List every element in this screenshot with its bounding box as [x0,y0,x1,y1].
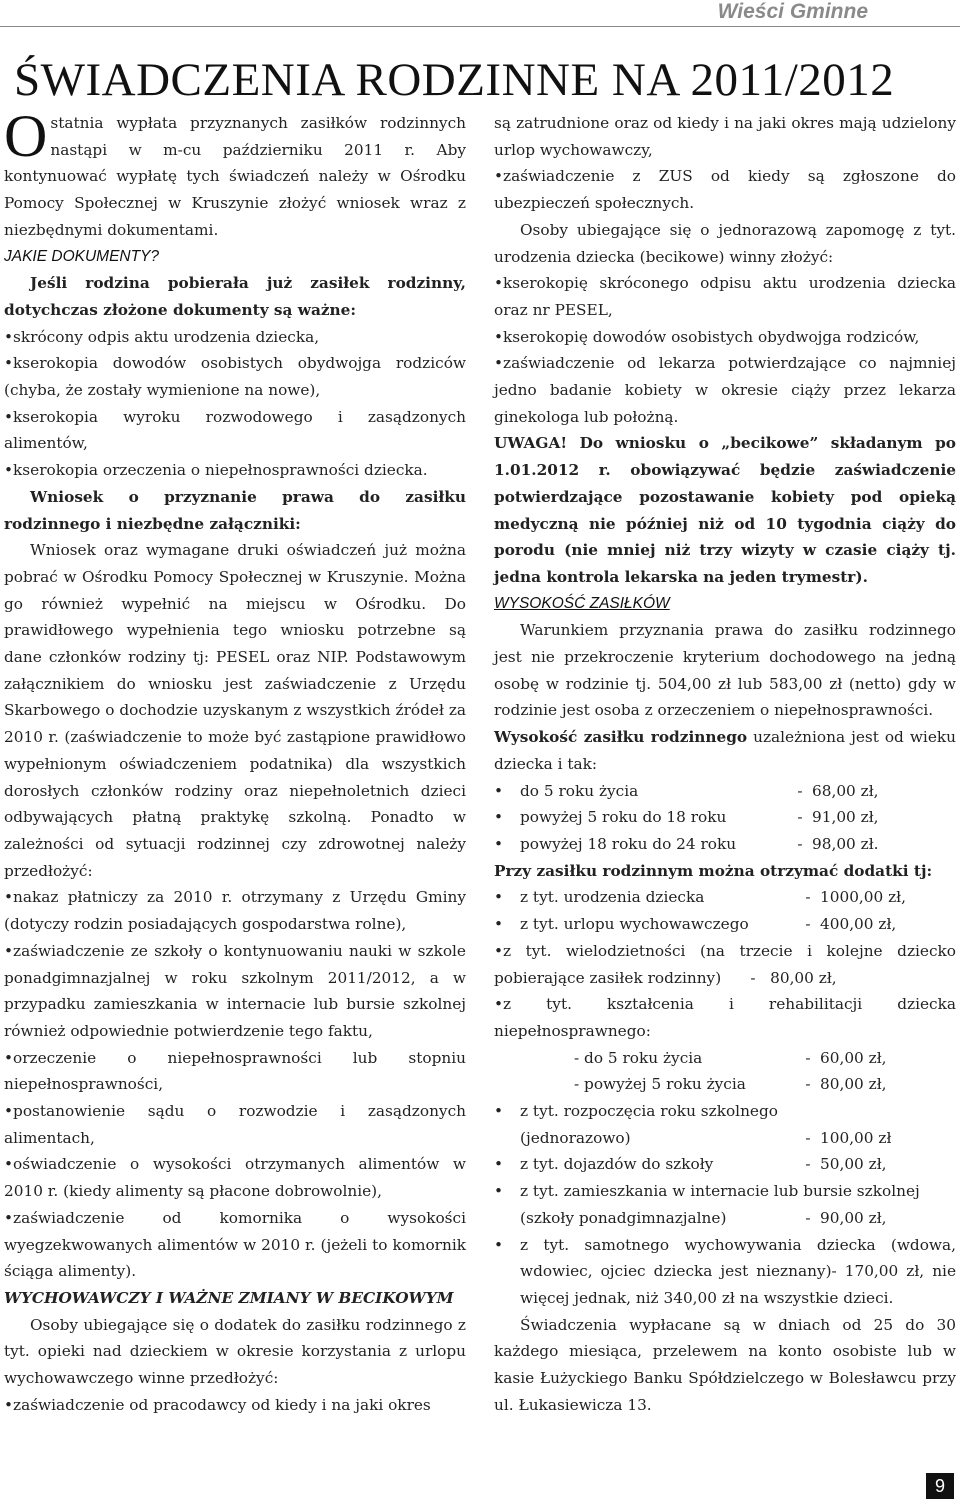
list-item: • z tyt. zamieszkania w internacie lub bursie szkolnej [494,1182,920,1201]
intro-paragraph: Ostatnia wypłata przyznanych zasiłków rodzinnych nastąpi w m-cu październiku 2011 r. Aby kontynuować wypłatę tych świadczeń należy w Ośrodku Pomocy Społecznej w Kruszynie złożyć wniosek wraz z niezbędnymi dokumentami. [4,103,466,239]
list-item: •nakaz płatniczy za 2010 r. otrzymany z Urzędu Gminy (dotyczy rodzin posiadających gospodarstwa rolne), [4,888,466,934]
list-item: •kserokopię skróconego odpisu aktu urodzenia dziecka oraz nr PESEL, [494,274,956,319]
wniosek-paragraph: Wniosek oraz wymagane druki oświadczeń już można pobrać w Ośrodku Pomocy Społecznej w Kruszynie. Można go również wypełnić na miejscu w Ośrodku. Do prawidłowego wypełnienia tego wniosku potrzebne są dane członków rodziny tj: PESEL oraz NIP. Podstawowym załącznikiem do wniosku jest zaświadczenie z Urzędu Skarbowego o dochodzie uzyskanym z wszystkich źródeł za 2010 r. (zaświadczenie to może być zastąpione prawidłowo wypełnionym oświadczeniem podatnika) dla wszystkich dorosłych członków rodziny oraz niepełnoletnich dzieci odbywających płatną praktykę szkolną. Ponadto w zależności od sytuacji rodzinnej czy zdrowotnej należy przedłożyć: [4,541,466,880]
list-item: •z tyt. wielodzietności (na trzecie i kolejne dziecko pobierające zasiłek rodzinny) - 80,00 zł, [494,941,956,987]
list-item: (jednorazowo) - 100,00 zł [520,1128,892,1147]
heading-wysokosc: WYSOKOŚĆ ZASIŁKÓW [494,594,670,612]
list-item: •orzeczenie o niepełnosprawności lub stopniu niepełnosprawności, [4,1048,466,1094]
list-item: •kserokopię dowodów osobistych obydwojga rodziców, [494,327,920,346]
list-item: • z tyt. urodzenia dziecka - 1000,00 zł, [494,888,907,907]
table-row: • powyżej 5 roku do 18 roku - 91,00 zł, [494,808,879,827]
continuation-text: są zatrudnione oraz od kiedy i na jaki okres mają udzielony urlop wychowawczy, [494,114,956,159]
table-row: • do 5 roku życia - 68,00 zł, [494,781,879,800]
heading-wychowawczy: WYCHOWAWCZY I WAŻNE ZMIANY W BECIKOWYM [4,1288,454,1307]
becikowe-paragraph: Osoby ubiegające się o jednorazową zapomogę z tyt. urodzenia dziecka (becikowe) winny złożyć: [494,220,956,266]
list-item: • z tyt. urlopu wychowawczego - 400,00 zł, [494,915,897,934]
list-item: •zaświadczenie z ZUS od kiedy są zgłoszone do ubezpieczeń społecznych. [494,167,956,213]
closing-paragraph: Świadczenia wypłacane są w dniach od 25 do 30 każdego miesiąca, przelewem na konto osobiste lub w kasie Łużyckiego Banku Spółdzielczego w Bolesławcu przy ul. Łukasiewicza 13. [494,1315,956,1414]
list-item: •zaświadczenie od komornika o wysokości wyegzekwowanych alimentów w 2010 r. (jeżeli to komornik ściąga alimenty). [4,1208,466,1281]
list-item: • z tyt. samotnego wychowywania dziecka (wdowa, wdowiec, ojciec dziecka jest nieznany)- 170,00 zł, nie więcej jednak, niż 340,00 zł na wszystkie dzieci. [494,1235,956,1307]
left-column [4,103,466,1418]
warunek-paragraph: Warunkiem przyznania prawa do zasiłku rodzinnego jest nie przekroczenie kryterium dochodowego na jedną osobę w rodzinie tj. 504,00 zł lub 583,00 zł (netto) gdy w rodzinie jest osoba z orzeczeniem o niepełnosprawności. [494,621,956,720]
page-number: 9 [926,1473,954,1499]
list-item: •z tyt. kształcenia i rehabilitacji dziecka niepełnosprawnego: [494,995,956,1040]
list-item: •zaświadczenie od pracodawcy od kiedy i na jaki okres [4,1395,431,1414]
list-item: - do 5 roku życia - 60,00 zł, [574,1048,887,1067]
section-tag: Wieści Gminne [710,0,874,24]
list-item: - powyżej 5 roku życia - 80,00 zł, [574,1075,887,1094]
supplements-list [494,884,956,1311]
dodatki-heading: Przy zasiłku rodzinnym można otrzymać dodatki tj: [494,861,933,880]
list-item: •postanowienie sądu o rozwodzie i zasądzonych alimentach, [4,1102,466,1147]
list-item: •kserokopia orzeczenia o niepełnosprawności dziecka. [4,461,428,480]
heading-documents: JAKIE DOKUMENTY? [4,247,160,265]
page-title: ŚWIADCZENIA RODZINNE NA 2011/2012 [14,54,895,106]
age-rates-table [494,778,956,858]
list-item: •skrócony odpis aktu urodzenia dziecka, [4,327,320,346]
list-item: •zaświadczenie ze szkoły o kontynuowaniu nauki w szkole ponadgimnazjalnej w roku szkolnym 2011/2012, a w przypadku zamieszkania w internacie lub bursie szkolnej również odpowiednie potwierdzenie tego faktu, [4,941,466,1040]
list-item: •kserokopia wyroku rozwodowego i zasądzonych alimentów, [4,407,466,453]
list-item: •oświadczenie o wysokości otrzymanych alimentów w 2010 r. (kiedy alimenty są płacone dobrowolnie), [4,1155,466,1201]
list-item: (szkoły ponadgimnazjalne) - 90,00 zł, [520,1208,887,1227]
header-rule [0,26,960,27]
wysokosc-paragraph: Wysokość zasiłku rodzinnego uzależniona jest od wieku dziecka i tak: [494,728,956,773]
documents-list [4,324,466,484]
wniosek-heading: Wniosek o przyznanie prawa do zasiłku rodzinnego i niezbędne załączniki: [4,487,466,533]
wychowawczy-paragraph: Osoby ubiegające się o dodatek do zasiłku rodzinnego z tyt. opieki nad dzieckiem w okresie korzystania z urlopu wychowawczego winne przedłożyć: [4,1315,466,1388]
list-item: •kserokopia dowodów osobistych obydwojga rodziców (chyba, że zostały wymienione na nowe), [4,354,466,400]
right-column [494,110,956,1418]
uwaga-notice: UWAGA! Do wniosku o „becikowe” składanym po 1.01.2012 r. obowiązywać będzie zaświadczenie potwierdzające pozostawanie kobiety pod opieką medyczną nie później niż od 10 tygodnia ciąży do porodu (nie mniej niż trzy wizyty w czasie ciąży tj. jedna kontrola lekarska na jeden trymestr). [494,434,956,586]
table-row: • powyżej 18 roku do 24 roku - 98,00 zł. [494,834,879,853]
documents-lead: Jeśli rodzina pobierała już zasiłek rodzinny, dotychczas złożone dokumenty są ważne: [4,274,466,319]
attachments-list [4,884,466,1285]
list-item: • z tyt. rozpoczęcia roku szkolnego [494,1102,778,1121]
drop-cap: O [4,103,48,169]
list-item: • z tyt. dojazdów do szkoły - 50,00 zł, [494,1155,887,1174]
list-item: •zaświadczenie od lekarza potwierdzające co najmniej jedno badanie kobiety w okresie ciąży przez lekarza ginekologa lub położną. [494,354,956,426]
